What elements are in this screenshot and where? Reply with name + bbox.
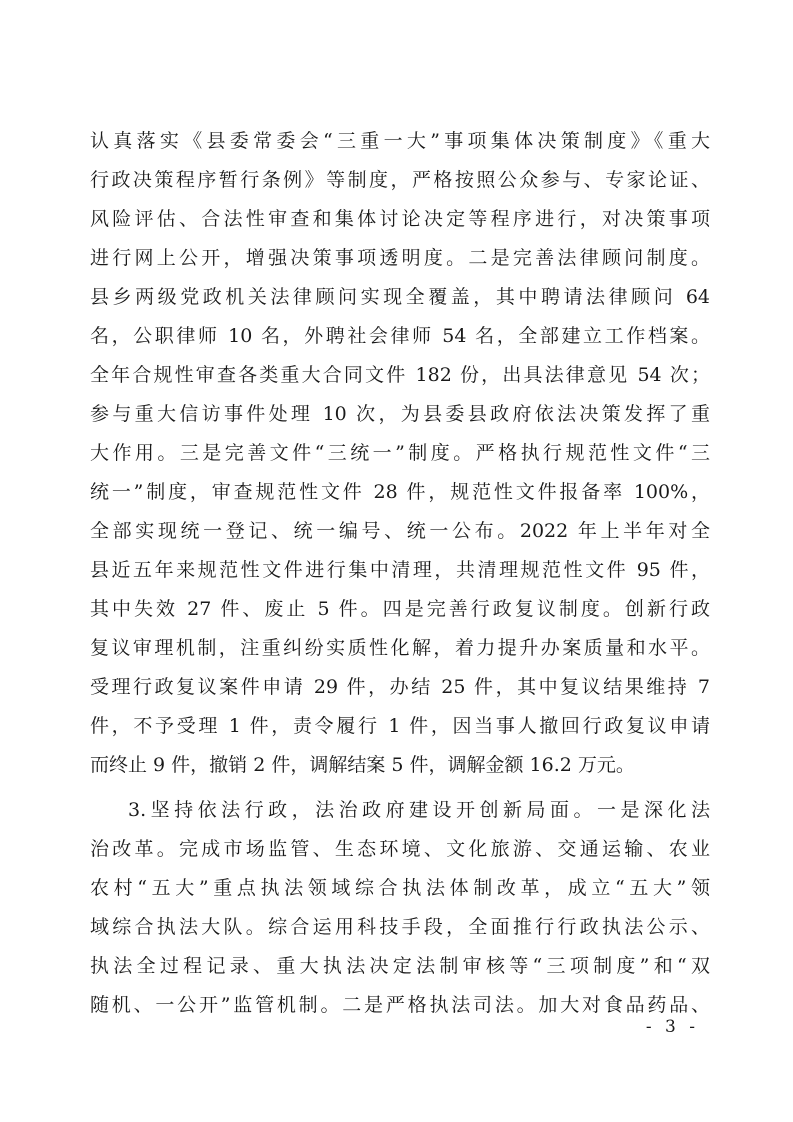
text-line: 3.坚持依法行政，法治政府建设开创新局面。一是深化法 bbox=[128, 799, 710, 821]
page-number: - 3 - bbox=[645, 1017, 699, 1037]
text-line: 认真落实《县委常委会“三重一大”事项集体决策制度》《重大 bbox=[90, 130, 710, 152]
text-line: 风险评估、合法性审查和集体讨论决定等程序进行，对决策事项 bbox=[90, 208, 710, 230]
text-line: 县乡两级党政机关法律顾问实现全覆盖，其中聘请法律顾问 64 bbox=[90, 286, 710, 308]
text-line: 农村“五大”重点执法领域综合执法体制改革，成立“五大”领 bbox=[90, 877, 710, 899]
text-line: 随机、一公开”监管机制。二是严格执法司法。加大对食品药品、 bbox=[90, 994, 710, 1016]
text-line: 而终止 9 件，撤销 2 件，调解结案 5 件，调解金额 16.2 万元。 bbox=[90, 754, 635, 776]
text-line: 行政决策程序暂行条例》等制度，严格按照公众参与、专家论证、 bbox=[90, 169, 710, 191]
text-line: 县近五年来规范性文件进行集中清理，共清理规范性文件 95 件， bbox=[90, 559, 710, 581]
text-line: 其中失效 27 件、废止 5 件。四是完善行政复议制度。创新行政 bbox=[90, 598, 710, 620]
body-text bbox=[90, 122, 710, 1025]
text-line: 件，不予受理 1 件，责令履行 1 件，因当事人撤回行政复议申请 bbox=[90, 715, 710, 737]
text-line: 全年合规性审查各类重大合同文件 182 份，出具法律意见 54 次； bbox=[90, 364, 710, 386]
text-line: 统一”制度，审查规范性文件 28 件，规范性文件报备率 100%， bbox=[90, 481, 710, 503]
text-line: 治改革。完成市场监管、生态环境、文化旅游、交通运输、农业 bbox=[90, 838, 710, 860]
text-line: 复议审理机制，注重纠纷实质性化解，着力提升办案质量和水平。 bbox=[90, 637, 710, 659]
text-line: 域综合执法大队。综合运用科技手段，全面推行行政执法公示、 bbox=[90, 916, 710, 938]
text-line: 大作用。三是完善文件“三统一”制度。严格执行规范性文件“三 bbox=[90, 442, 710, 464]
text-line: 全部实现统一登记、统一编号、统一公布。2022 年上半年对全 bbox=[90, 520, 710, 542]
text-line: 进行网上公开，增强决策事项透明度。二是完善法律顾问制度。 bbox=[90, 247, 710, 269]
text-line: 执法全过程记录、重大执法决定法制审核等“三项制度”和“双 bbox=[90, 955, 710, 977]
text-line: 参与重大信访事件处理 10 次，为县委县政府依法决策发挥了重 bbox=[90, 403, 710, 425]
text-line: 受理行政复议案件申请 29 件，办结 25 件，其中复议结果维持 7 bbox=[90, 676, 710, 698]
text-line: 名，公职律师 10 名，外聘社会律师 54 名，全部建立工作档案。 bbox=[90, 325, 710, 347]
